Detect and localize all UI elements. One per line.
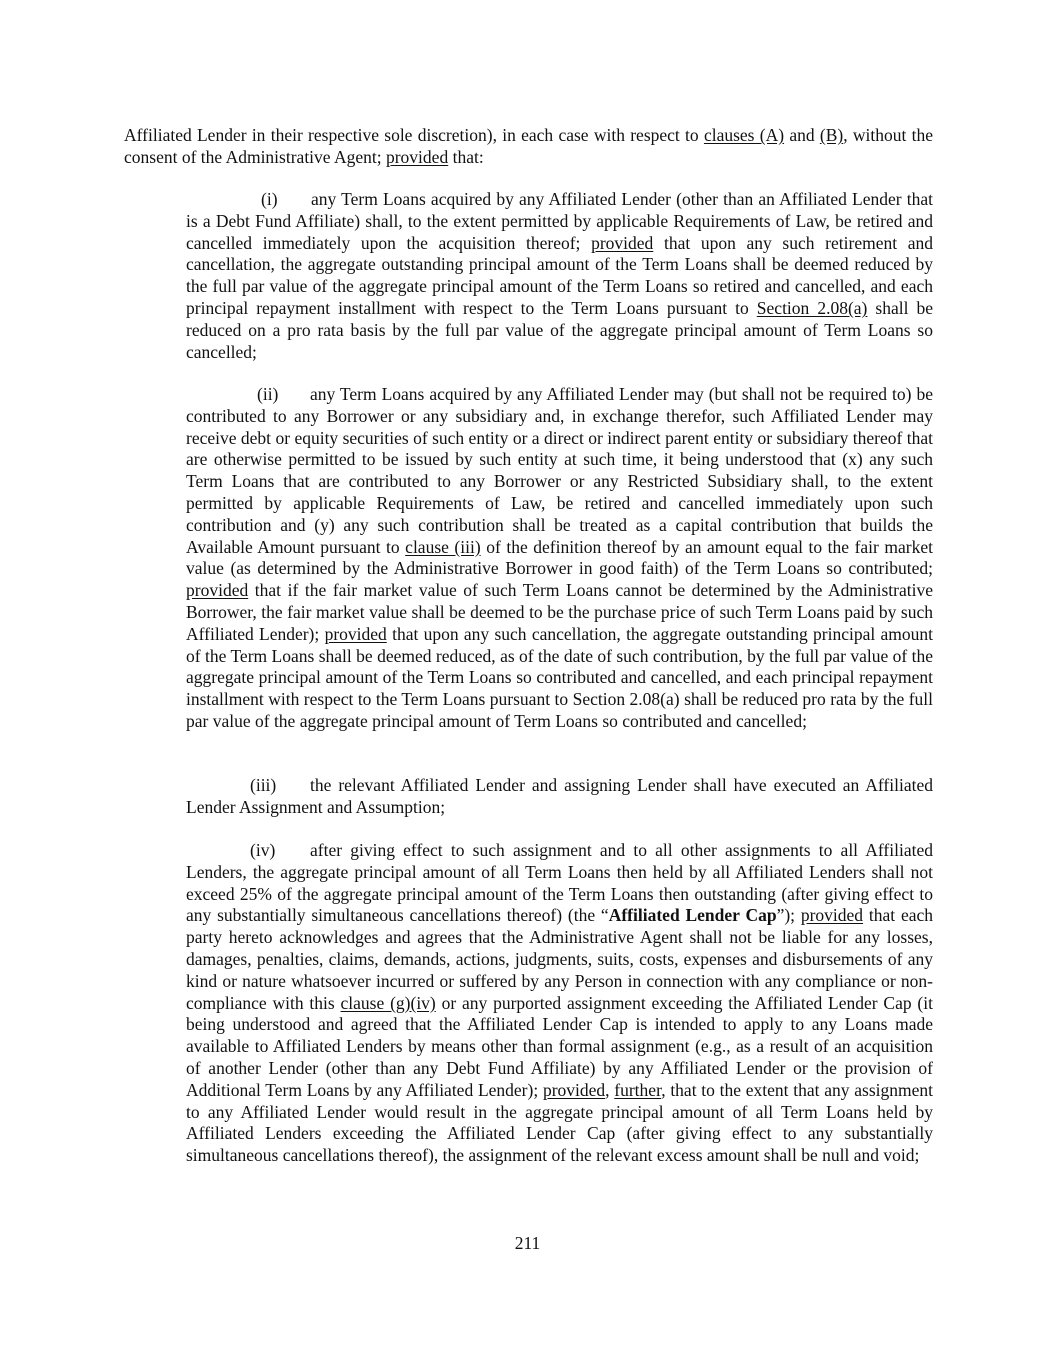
intro-text: Affiliated Lender in their respective sole discretion), in each case with respect to	[124, 125, 704, 145]
clause-ii-text: any Term Loans acquired by any Affiliated Lender may (but shall not be required to) be contributed to any Borrower or any subsidiary and, in exchange therefor, such Affiliated Lender may receive debt or equity securities of such entity or a direct or indirect parent entity or subsidiary thereof that are otherwise permitted to be issued by such entity at such time, it being understood that (x) any such Term Loans that are contributed to any Borrower or any Restricted Subsidiary shall, to the extent permitted by applicable Requirements of Law, be retired and cancelled immediately upon such contribution and (y) any such contribution shall be treated as a capital contribution that builds the Available Amount pursuant to	[186, 384, 933, 557]
clause-ii-number: (ii)	[257, 384, 279, 404]
clause-i-paragraph	[186, 189, 933, 363]
clause-b-reference: (B)	[819, 125, 844, 145]
provided-term: provided	[591, 232, 654, 253]
clause-reference: clause (g)(iv)	[340, 992, 436, 1013]
clause-ii-paragraph	[186, 384, 933, 733]
page-number: 211	[514, 1233, 541, 1253]
provided-term: provided	[542, 1079, 606, 1100]
provided-term: provided	[800, 905, 864, 926]
intro-text: , without the consent of the Administrative Agent;	[124, 125, 934, 167]
intro-text: and	[784, 125, 820, 145]
clause-a-reference: clauses (A)	[703, 125, 785, 145]
clause-iv-text: after giving effect to such assignment and to all other assignments to all Affiliated Lenders, the aggregate principal amount of all Term Loans then held by all Affiliated Lenders shall not exceed 25% of the aggregate principal amount of the Term Loans then outstanding (after giving effect to any substantially simultaneous cancellations thereof) (the “	[186, 840, 933, 926]
clause-iv-text: or any purported assignment exceeding the Affiliated Lender Cap (it being understood and agreed that the Affiliated Lender Cap is intended to apply to any Loans made available to Affiliated Lenders by means other than formal assignment (e.g., as a result of an acquisition of another Lender (other than any Debt Fund Affiliate) by any Affiliated Lender or the provision of Additional Term Loans by any Affiliated Lender);	[186, 992, 933, 1100]
clause-iv-text: that each party hereto acknowledges and agrees that the Administrative Agent shall not be liable for any losses, damages, penalties, claims, demands, actions, judgments, suits, costs, expenses and disbursements of any kind or nature whatsoever incurred or suffered by any Person in connection with any compliance or non-compliance with this	[186, 905, 933, 1013]
clause-iv-text: ”);	[776, 905, 801, 926]
clause-ii-text: of the definition thereof by an amount equal to the fair market value (as determined by the Administrative Borrower in good faith) of the Term Loans so contributed;	[186, 536, 933, 579]
intro-text: that:	[448, 146, 484, 167]
clause-ii-text: that if the fair market value of such Term Loans cannot be determined by the Administrative Borrower, the fair market value shall be deemed to be the purchase price of such Term Loans paid by such Affiliated Lender);	[186, 580, 933, 644]
clause-iv-paragraph	[186, 840, 933, 1167]
clause-i-number: (i)	[261, 189, 278, 209]
clause-i-text: shall be reduced on a pro rata basis by the full par value of the aggregate principal amount of Term Loans so cancelled;	[186, 297, 933, 362]
provided-term: provided	[186, 580, 249, 601]
clause-iv-number: (iv)	[250, 840, 276, 860]
clause-i-text: any Term Loans acquired by any Affiliated Lender (other than an Affiliated Lender that is a Debt Fund Affiliate) shall, to the extent permitted by applicable Requirements of Law, be retired and cancelled immediately upon the acquisition thereof;	[186, 189, 933, 253]
clause-iii-number: (iii)	[250, 775, 277, 795]
intro-paragraph	[124, 125, 933, 169]
clause-i-text: that upon any such retirement and cancellation, the aggregate outstanding principal amount of the Term Loans shall be deemed reduced by the full par value of the aggregate principal amount of the Term Loans so retired and cancelled, and each principal repayment installment with respect to the Term Loans pursuant to	[186, 232, 934, 318]
defined-term: Affiliated Lender Cap	[608, 905, 777, 926]
clause-reference: clause (iii)	[405, 536, 481, 557]
clause-ii-text: that upon any such cancellation, the aggregate outstanding principal amount of the Term Loans shall be deemed reduced, as of the date of such contribution, by the full par value of the aggregate principal amount of the Term Loans so contributed and cancelled, and each principal repayment installment with respect to the Term Loans pursuant to Section 2.08(a) shall be reduced pro rata by the full par value of the aggregate principal amount of Term Loans so contributed and cancelled;	[186, 623, 934, 731]
provided-term: provided	[385, 146, 449, 167]
clause-iv-text: , that to the extent that any assignment to any Affiliated Lender would result in the aggregate principal amount of all Term Loans held by Affiliated Lenders exceeding the Affiliated Lender Cap (after giving effect to any substantially simultaneous cancellations thereof), the assignment of the relevant excess amount shall be null and void;	[186, 1079, 934, 1166]
clause-iii-text: the relevant Affiliated Lender and assigning Lender shall have executed an Affiliated Lender Assignment and Assumption;	[186, 775, 933, 817]
section-reference: Section 2.08(a)	[756, 297, 868, 318]
provided-term: provided	[324, 623, 387, 644]
clause-iv-text: ,	[605, 1079, 615, 1100]
clause-iii-paragraph	[186, 775, 933, 819]
further-term: further	[614, 1079, 662, 1100]
